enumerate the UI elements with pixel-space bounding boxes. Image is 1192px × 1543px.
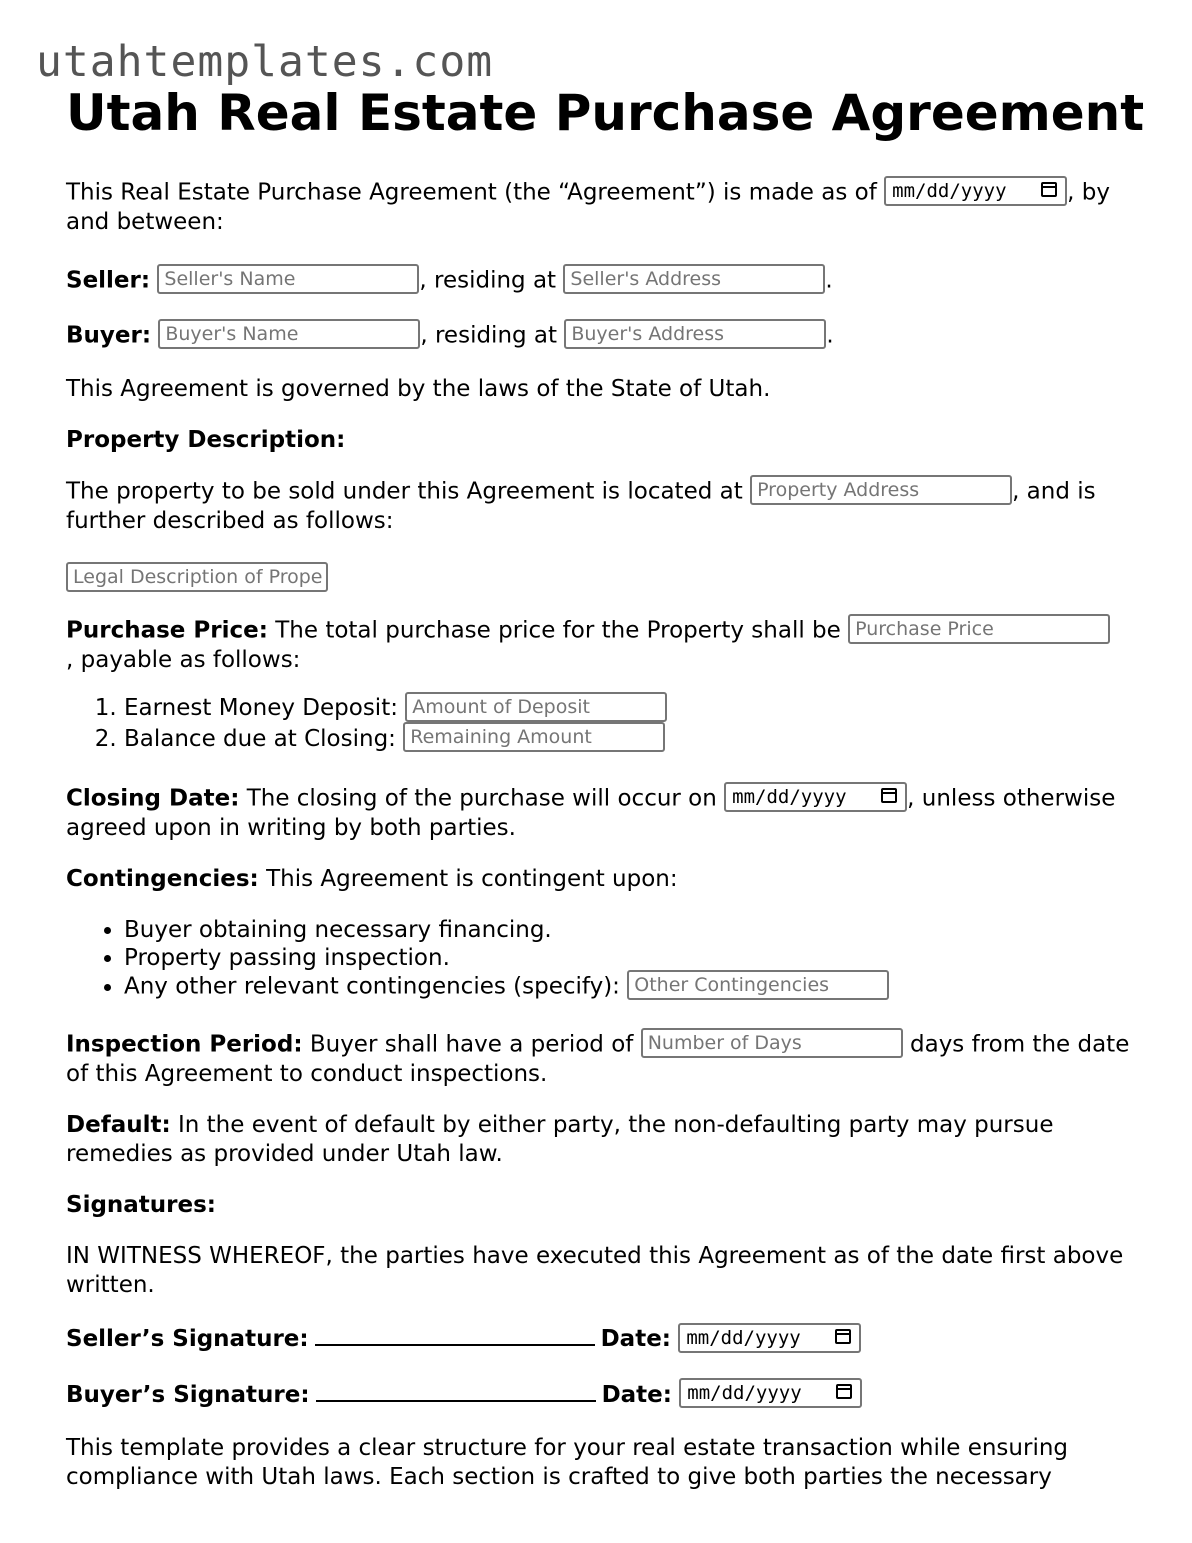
- seller-signature-line: Seller’s Signature: Date: mm/dd/yyyy: [66, 1324, 1136, 1355]
- property-heading: Property Description:: [66, 427, 346, 453]
- signatures-heading: Signatures:: [66, 1192, 217, 1218]
- list-item: 2. Balance due at Closing: Remaining Amount: [124, 724, 1136, 755]
- buyer-signature-field[interactable]: [316, 1380, 596, 1402]
- list-item: • Any other relevant contingencies (specify): Other Contingencies: [124, 972, 1136, 1002]
- inspection-label: Inspection Period:: [66, 1031, 303, 1058]
- default-label: Default:: [66, 1112, 171, 1138]
- property-address-input[interactable]: Property Address: [750, 475, 1012, 505]
- legal-description-input[interactable]: Legal Description of Prope: [66, 562, 328, 592]
- contingencies-list: [66, 916, 1136, 1002]
- purchase-price-paragraph: Purchase Price: The total purchase price for the Property shall be Purchase Price , payable as follows:: [66, 616, 1136, 675]
- list-item: • Buyer obtaining necessary financing.: [124, 916, 1136, 944]
- list-item: • Property passing inspection.: [124, 944, 1136, 972]
- buyer-date-input[interactable]: mm/dd/yyyy: [679, 1378, 862, 1408]
- default-paragraph: Default: In the event of default by either party, the non-defaulting party may pursue remedies as provided under Utah law.: [66, 1112, 1054, 1167]
- buyer-name-input[interactable]: Buyer's Name: [158, 319, 420, 349]
- other-contingencies-input[interactable]: Other Contingencies: [627, 970, 889, 1000]
- purchase-price-input[interactable]: Purchase Price: [848, 614, 1110, 644]
- property-paragraph: The property to be sold under this Agreement is located at Property Address , and is further described as follows:: [66, 477, 1136, 536]
- payment-list: [66, 693, 1136, 754]
- calendar-icon[interactable]: [1041, 182, 1057, 197]
- calendar-icon[interactable]: [881, 788, 897, 803]
- seller-signature-field[interactable]: [315, 1324, 595, 1346]
- buyer-label: Buyer:: [66, 322, 152, 349]
- agreement-form: [66, 82, 1145, 1514]
- remaining-amount-input[interactable]: Remaining Amount: [403, 722, 665, 752]
- governing-law: This Agreement is governed by the laws of the State of Utah.: [66, 376, 771, 402]
- seller-address-input[interactable]: Seller's Address: [563, 264, 825, 294]
- agreement-date-input[interactable]: mm/dd/yyyy: [884, 176, 1067, 206]
- calendar-icon[interactable]: [836, 1384, 852, 1399]
- deposit-amount-input[interactable]: Amount of Deposit: [405, 692, 667, 722]
- buyer-signature-line: Buyer’s Signature: Date: mm/dd/yyyy: [66, 1380, 1136, 1411]
- inspection-days-input[interactable]: Number of Days: [641, 1028, 903, 1058]
- seller-label: Seller:: [66, 267, 151, 294]
- footer-paragraph: This template provides a clear structure for your real estate transaction while ensuring compliance with Utah laws. Each section is crafted to give both parties the necessary: [66, 1435, 1069, 1490]
- closing-paragraph: Closing Date: The closing of the purchase will occur on mm/dd/yyyy , unless otherwise agreed upon in writing by both parties.: [66, 784, 1136, 843]
- closing-date-input[interactable]: mm/dd/yyyy: [724, 782, 907, 812]
- intro-paragraph: This Real Estate Purchase Agreement (the “Agreement”) is made as of mm/dd/yyyy , by and between:: [66, 178, 1136, 237]
- site-watermark: utahtemplates.com: [36, 37, 494, 87]
- contingencies-paragraph: Contingencies: This Agreement is contingent upon:: [66, 866, 678, 892]
- legal-description-row: [66, 564, 1136, 594]
- buyer-line: Buyer: Buyer's Name , residing at Buyer's Address .: [66, 321, 1136, 351]
- seller-line: Seller: Seller's Name , residing at Seller's Address .: [66, 266, 1136, 296]
- buyer-address-input[interactable]: Buyer's Address: [564, 319, 826, 349]
- closing-label: Closing Date:: [66, 785, 240, 812]
- witness-paragraph: IN WITNESS WHEREOF, the parties have executed this Agreement as of the date first above written.: [66, 1243, 1124, 1298]
- calendar-icon[interactable]: [835, 1329, 851, 1344]
- list-item: 1. Earnest Money Deposit: Amount of Deposit: [124, 693, 1136, 724]
- seller-name-input[interactable]: Seller's Name: [157, 264, 419, 294]
- page-title: Utah Real Estate Purchase Agreement: [66, 84, 1145, 142]
- purchase-price-label: Purchase Price:: [66, 617, 268, 644]
- seller-date-input[interactable]: mm/dd/yyyy: [678, 1323, 861, 1353]
- inspection-paragraph: Inspection Period: Buyer shall have a period of Number of Days days from the date of this Agreement to conduct inspections.: [66, 1030, 1136, 1089]
- contingencies-label: Contingencies:: [66, 866, 259, 892]
